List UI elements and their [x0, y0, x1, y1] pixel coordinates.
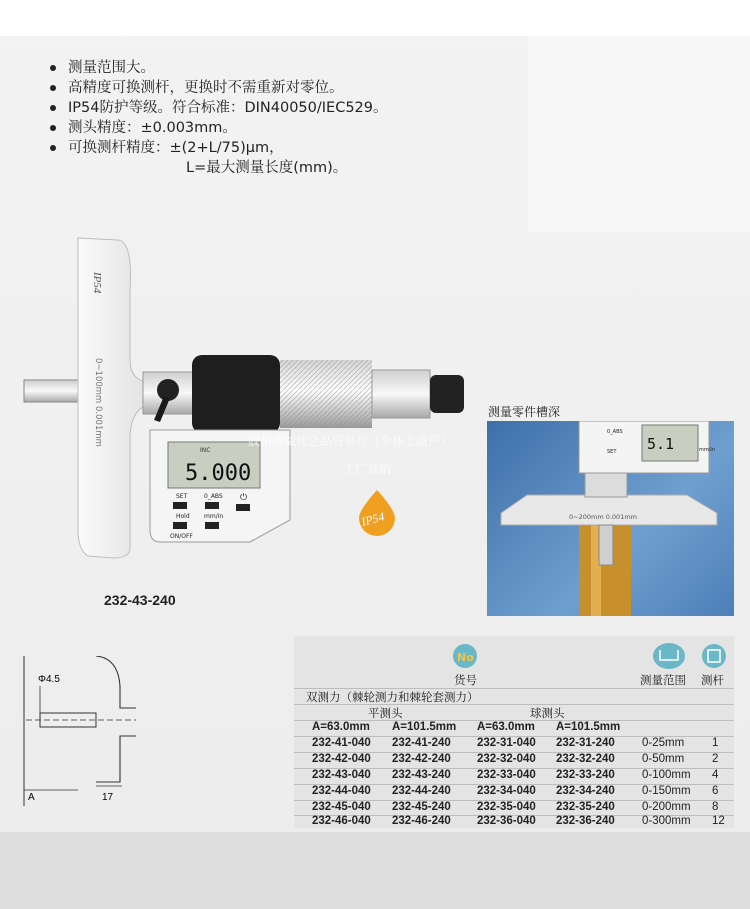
- photo-caption: 测量零件槽深: [488, 405, 561, 419]
- depth-micrometer-illustration: [18, 230, 478, 570]
- hold-button[interactable]: [173, 522, 187, 529]
- diameter-label: Φ4.5: [38, 674, 60, 685]
- feature-item: 测头精度：±0.003mm。: [48, 118, 388, 138]
- base-range-label: 0~100mm 0.001mm: [93, 358, 103, 447]
- btn-abs-label: 0_ABS: [204, 493, 223, 500]
- header-rod: 测杆: [701, 675, 724, 687]
- header-part-no: 货号: [454, 675, 477, 687]
- thimble-sleeve: [372, 370, 430, 418]
- mmin-button[interactable]: [205, 522, 219, 529]
- btn-mmin-label: mm/in: [204, 513, 224, 520]
- ratchet-knob[interactable]: [430, 375, 464, 413]
- power-button[interactable]: [236, 504, 250, 511]
- feature-item: 测量范围大。: [48, 58, 388, 78]
- feature-item-continuation: L=最大测量长度(mm)。: [186, 160, 348, 176]
- photo-btn-set: SET: [607, 449, 617, 455]
- page: 测量范围大。 高精度可换测杆，更换时不需重新对零位。 IP54防护等级。符合标准：DIN40050/IEC529。 测头精度：±0.003mm。 可换测杆精度：±(2+L/75)μm， L=最大测量长度(mm)。 IP54 0~100mm 0.001mm INC 5.000 SET 0_ABS ⏻ Hold mm/in ON/OFF 232-43-240 胶州市威优之品贸易行（个体工商户） 工厂直销 IP54 测量零件槽深 0~200mm 0.001mm 5.1 0_ABS SET mm/in Φ4.5 17 A No 货号 测量范围 测杆 双测力（棘轮测力和棘轮套测力） 平测头 球测头 A=63.0mm A=101.5mm A=63.0mm A=101.5mm 232-41-040 232-41-240 232-31-040 232-31-240 0-25mm 1 232-42-040 232-42-240 232-32-040 232-32-240 0-50mm 2 232-43-040 232-43-240 232-33-040 232-33-240 0-100mm 4 232-44-040 232-44-240 232-34-040 232-34-240 0-150mm 6 232-45-040 232-45-240 232-35-040 232-35-240 0-200mm 8 232-46-040 232-46-240 232-36-040 232-36-240 0-300mm 12: [0, 0, 750, 909]
- application-photo-scene: [487, 421, 734, 616]
- ip54-badge-text: IP54: [359, 509, 386, 529]
- subheader: A=101.5mm: [392, 721, 457, 733]
- ip54-badge: [355, 488, 399, 536]
- ball-head-label: 球测头: [530, 708, 565, 720]
- photo-btn-abs: 0_ABS: [607, 429, 623, 435]
- flat-head-label: 平测头: [368, 708, 403, 720]
- lcd-value: 5.000: [185, 461, 252, 486]
- subheader: A=63.0mm: [312, 721, 370, 733]
- subheader: A=101.5mm: [556, 721, 621, 733]
- photo-rod: [599, 525, 613, 565]
- dim-17-label: 17: [102, 792, 114, 803]
- model-number: 232-43-240: [104, 592, 176, 608]
- top-band: [0, 0, 750, 36]
- range-icon: [652, 642, 686, 670]
- rod-icon: [700, 642, 728, 670]
- bottom-band: [0, 832, 750, 909]
- set-button[interactable]: [173, 502, 187, 509]
- photo-lcd-value: 5.1: [647, 435, 675, 453]
- watermark-company: 胶州市威优之品贸易行（个体工商户）: [248, 434, 453, 448]
- dimension-drawing: [18, 656, 158, 806]
- power-icon: ⏻: [240, 493, 248, 503]
- group-double-force: 双测力（棘轮测力和棘轮套测力）: [306, 692, 479, 704]
- base-profile: [96, 656, 136, 782]
- subheader: A=63.0mm: [477, 721, 535, 733]
- application-photo: [487, 421, 734, 616]
- thimble-knurling: [280, 360, 372, 428]
- watermark-slogan: 工厂直销: [343, 462, 392, 476]
- abs-button[interactable]: [205, 502, 219, 509]
- table-divider: [294, 704, 734, 705]
- corner-panel: [528, 36, 750, 232]
- feature-item: 可换测杆精度：±(2+L/75)μm，: [48, 138, 388, 158]
- micrometer-base: [78, 238, 148, 558]
- photo-btn-mmin: mm/in: [699, 447, 715, 453]
- black-housing: [192, 355, 280, 433]
- dim-a-label: A: [28, 792, 35, 803]
- no-icon: [451, 642, 479, 670]
- svg-text:No: No: [457, 651, 474, 664]
- base-ip-label: IP54: [91, 272, 103, 294]
- lcd-inc-label: INC: [200, 447, 211, 454]
- feature-list: [48, 58, 388, 178]
- feature-item: 高精度可换测杆，更换时不需重新对零位。: [48, 78, 388, 98]
- btn-onoff-label: ON/OFF: [170, 533, 193, 540]
- feature-item: IP54防护等级。符合标准：DIN40050/IEC529。: [48, 98, 388, 118]
- btn-set-label: SET: [176, 493, 188, 500]
- photo-base-label: 0~200mm 0.001mm: [569, 513, 637, 521]
- header-range: 测量范围: [640, 675, 686, 687]
- btn-hold-label: Hold: [176, 513, 190, 520]
